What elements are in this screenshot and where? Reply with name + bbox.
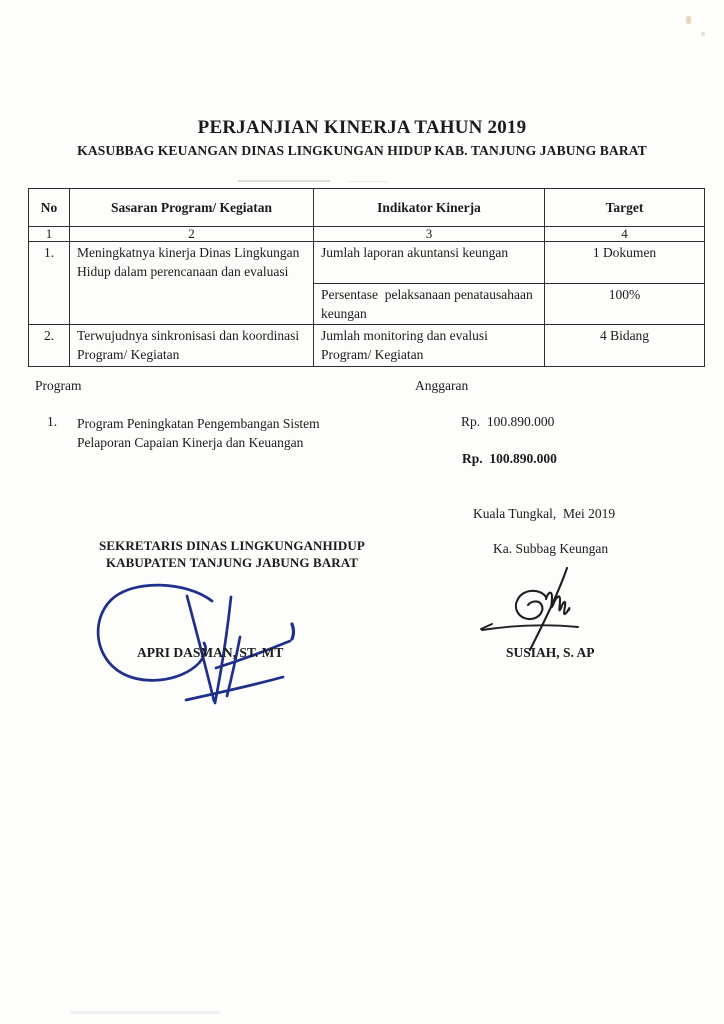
- program-item-name-line2: Pelaporan Capaian Kinerja dan Keuangan: [77, 435, 304, 450]
- program-item-name: [77, 414, 387, 452]
- title-block: [0, 117, 724, 159]
- program-item-amount: Rp. 100.890.000: [461, 414, 555, 429]
- anggaran-total: Rp. 100.890.000: [462, 451, 557, 466]
- right-signatory-name: SUSIAH, S. AP: [506, 645, 595, 660]
- col-num-3: 3: [314, 227, 545, 242]
- col-num-4: 4: [545, 227, 705, 242]
- col-num-1: 1: [29, 227, 70, 242]
- anggaran-label: Anggaran: [415, 378, 469, 393]
- row2-target-1: 4 Bidang: [545, 325, 705, 366]
- scan-line-artifact: [346, 181, 388, 182]
- left-signatory-title-line2: KABUPATEN TANJUNG JABUNG BARAT: [105, 555, 359, 570]
- table-row: [29, 325, 705, 366]
- page-title: PERJANJIAN KINERJA TAHUN 2019: [197, 117, 527, 138]
- left-signatory-title-line1: SEKRETARIS DINAS LINGKUNGANHIDUP: [99, 538, 365, 553]
- table-header-row: [29, 189, 705, 227]
- row1-target-2: 100%: [545, 284, 705, 325]
- scan-speck: [701, 32, 705, 36]
- left-signatory-name: APRI DASMAN, ST. MT: [137, 645, 284, 660]
- row1-sasaran: Meningkatnya kinerja Dinas Lingkungan Hidup dalam perencanaan dan evaluasi: [70, 242, 314, 325]
- right-signatory-title: Ka. Subbag Keungan: [493, 541, 609, 556]
- table-row: [29, 242, 705, 284]
- row1-no: 1.: [29, 242, 70, 325]
- place-date: Kuala Tungkal, Mei 2019: [473, 506, 616, 521]
- performance-table: [28, 188, 705, 367]
- header-indikator: Indikator Kinerja: [314, 189, 545, 227]
- scan-speck: [686, 16, 691, 24]
- program-item-name-line1: Program Peningkatan Pengembangan Sistem: [77, 416, 320, 431]
- row2-sasaran: Terwujudnya sinkronisasi dan koordinasi Program/ Kegiatan: [70, 325, 314, 366]
- page-subtitle: KASUBBAG KEUANGAN DINAS LINGKUNGAN HIDUP KAB. TANJUNG JABUNG BARAT: [77, 143, 647, 158]
- column-number-row: [29, 227, 705, 242]
- header-no: No: [29, 189, 70, 227]
- program-item-number: 1.: [47, 414, 58, 429]
- scan-line-artifact: [238, 180, 330, 182]
- row1-target-1: 1 Dokumen: [545, 242, 705, 284]
- program-label: Program: [35, 378, 82, 393]
- row2-no: 2.: [29, 325, 70, 366]
- row2-indikator-1: Jumlah monitoring dan evalusi Program/ Kegiatan: [314, 325, 545, 366]
- header-sasaran: Sasaran Program/ Kegiatan: [70, 189, 314, 227]
- col-num-2: 2: [70, 227, 314, 242]
- row1-indikator-2: Persentase pelaksanaan penatausahaan keungan: [314, 284, 545, 325]
- header-target: Target: [545, 189, 705, 227]
- signature-right-ink: [481, 568, 578, 650]
- row1-indikator-1: Jumlah laporan akuntansi keungan: [314, 242, 545, 284]
- left-signatory-title: [72, 537, 392, 571]
- scan-smudge: [70, 1011, 220, 1014]
